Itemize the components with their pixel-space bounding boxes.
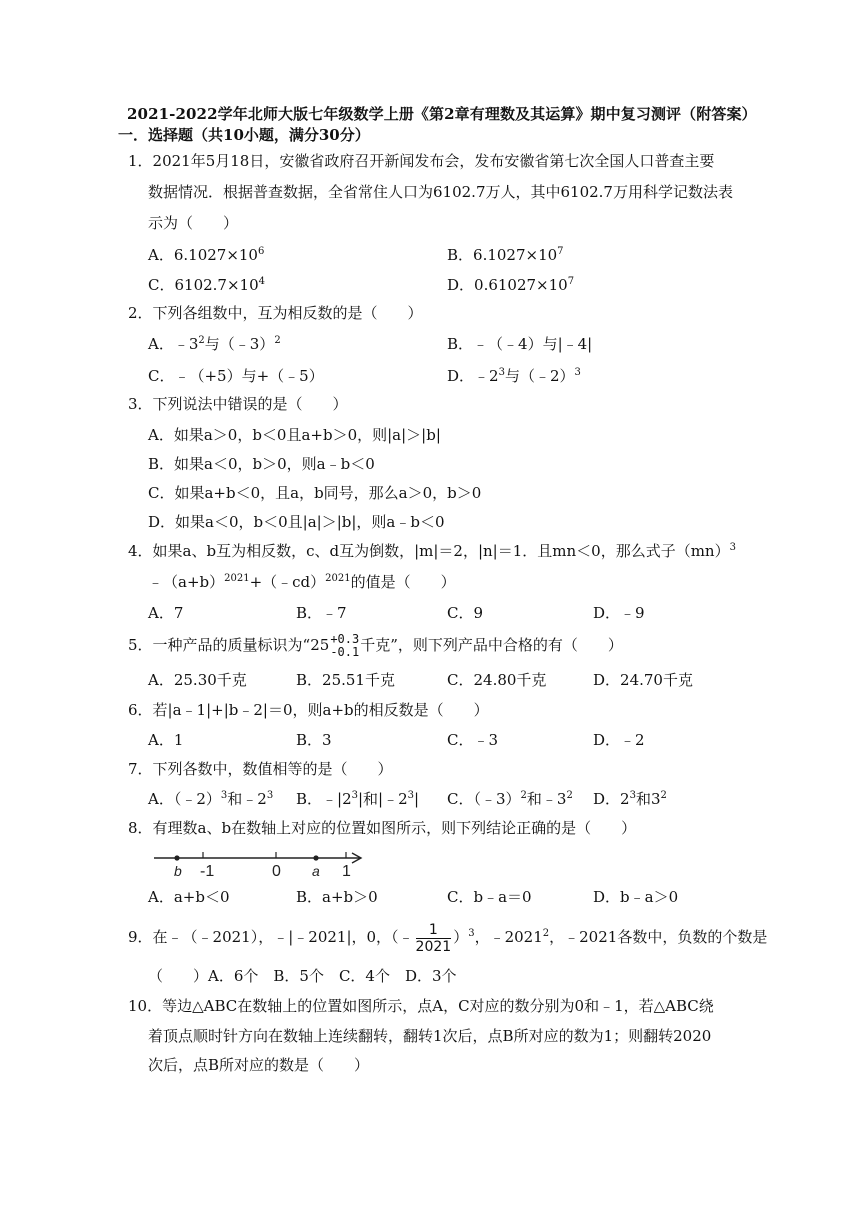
q4-line1: 4．如果a、b互为相反数，c、d互为倒数，|m|＝2，|n|＝1．且mn＜0，那么式子（mn）$^3$ (128, 542, 736, 560)
q2-option-c: C．﹣（+5）与+（﹣5） (148, 367, 324, 385)
q6-option-b: B．3 (296, 731, 332, 749)
number-line-figure (148, 846, 370, 880)
axis-label-zero: 0 (272, 863, 281, 880)
q8-option-b: B．a+b＞0 (296, 888, 378, 906)
q5-option-d: D．24.70千克 (593, 671, 693, 689)
point-a (313, 855, 318, 860)
q6-option-d: D．﹣2 (593, 731, 645, 749)
q9-stem: 9．在﹣（﹣2021），﹣|﹣2021|，0，（﹣ $\frac{1}{2021}$ ）$^3$，﹣2021$^2$，﹣2021各数中，负数的个数是 (128, 921, 768, 955)
q2-stem: 2．下列各组数中，互为相反数的是（ ） (128, 304, 423, 322)
q9-fraction: $\frac{1}{2021}$ (415, 921, 452, 955)
q4-option-c: C．9 (447, 604, 484, 622)
q1-line2: 数据情况．根据普查数据，全省常住人口为6102.7万人，其中6102.7万用科学记数法表 (148, 183, 733, 201)
q8-option-a: A．a+b＜0 (148, 888, 230, 906)
q8-option-d: D．b﹣a＞0 (593, 888, 679, 906)
q1-line3: 示为（ ） (148, 214, 239, 232)
q5-option-b: B．25.51千克 (296, 671, 395, 689)
q9-options-line: （ ）A．6个 B．5个 C．4个 D．3个 (148, 967, 457, 985)
q6-option-c: C．﹣3 (447, 731, 499, 749)
exam-title: 2021-2022学年北师大版七年级数学上册《第2章有理数及其运算》期中复习测评（附答案） (127, 105, 757, 123)
q2-option-a: A．$﹣3^2$与（﹣3）$^2$ (148, 335, 281, 353)
q3-stem: 3．下列说法中错误的是（ ） (128, 395, 348, 413)
q3-option-a: A．如果a＞0，b＜0且a+b＞0，则|a|＞|b| (148, 426, 441, 444)
q8-stem: 8．有理数a、b在数轴上对应的位置如图所示，则下列结论正确的是（ ） (128, 819, 637, 837)
q7-option-c: C．（﹣3）$^2$和$﹣3^2$ (447, 790, 573, 808)
axis-label-minus-one: -1 (200, 863, 215, 880)
q6-stem: 6．若|a﹣1|+|b﹣2|＝0，则a+b的相反数是（ ） (128, 701, 489, 719)
q5-option-a: A．25.30千克 (148, 671, 247, 689)
q4-option-b: B．﹣7 (296, 604, 347, 622)
q8-option-c: C．b﹣a＝0 (447, 888, 532, 906)
q1-option-d: D．$0.61027\times 10^7$ (447, 276, 575, 294)
q5-option-c: C．24.80千克 (447, 671, 547, 689)
q5-stem: 5．一种产品的质量标识为“25 +0.3 -0.1 千克”，则下列产品中合格的有（ ） (128, 632, 623, 659)
q3-option-d: D．如果a＜0，b＜0且|a|＞|b|，则a﹣b＜0 (148, 513, 445, 531)
q4-line2: $﹣(a+b)^{2021}+(﹣cd)^{2021}$的值是（ ） (148, 573, 456, 591)
q10-line1: 10．等边△ABC在数轴上的位置如图所示，点A，C对应的数分别为0和﹣1，若△ABC绕 (128, 997, 714, 1015)
axis-label-b: b (174, 863, 182, 879)
q4-option-a: A．7 (148, 604, 184, 622)
q7-option-d: D．$2^3$和$3^2$ (593, 790, 667, 808)
q2-option-d: D．$﹣2^3$与（﹣2）$^3$ (447, 367, 581, 385)
q10-line3: 次后，点B所对应的数是（ ） (148, 1056, 370, 1074)
q5-tolerance: +0.3 -0.1 (330, 632, 360, 659)
q1-option-c: C．$6102.7\times 10^4$ (148, 276, 265, 294)
q3-option-b: B．如果a＜0，b＞0，则a﹣b＜0 (148, 455, 375, 473)
axis-label-one: 1 (342, 863, 351, 880)
q3-option-c: C．如果a+b＜0，且a，b同号，那么a＞0，b＞0 (148, 484, 482, 502)
q1-option-b: B．$6.1027\times 10^7$ (447, 246, 564, 264)
q7-stem: 7．下列各数中，数值相等的是（ ） (128, 760, 393, 778)
q1-option-a: A．$6.1027\times 10^6$ (148, 246, 265, 264)
q2-option-b: B．﹣（﹣4）与|﹣4| (447, 335, 593, 353)
axis-label-a: a (312, 863, 320, 879)
q6-option-a: A．1 (148, 731, 184, 749)
q10-line2: 着顶点顺时针方向在数轴上连续翻转，翻转1次后，点B所对应的数为1；则翻转2020 (148, 1027, 712, 1045)
point-b (174, 855, 179, 860)
q7-option-a: A．（﹣2）$^3$和$﹣2^3$ (148, 790, 274, 808)
section-heading: 一．选择题（共10小题，满分30分） (118, 126, 370, 144)
q1-line1: 1．2021年5月18日，安徽省政府召开新闻发布会，发布安徽省第七次全国人口普查主要 (128, 152, 715, 170)
q7-option-b: B．$﹣|2^3|$和$|﹣2^3|$ (296, 790, 420, 808)
q4-option-d: D．﹣9 (593, 604, 645, 622)
